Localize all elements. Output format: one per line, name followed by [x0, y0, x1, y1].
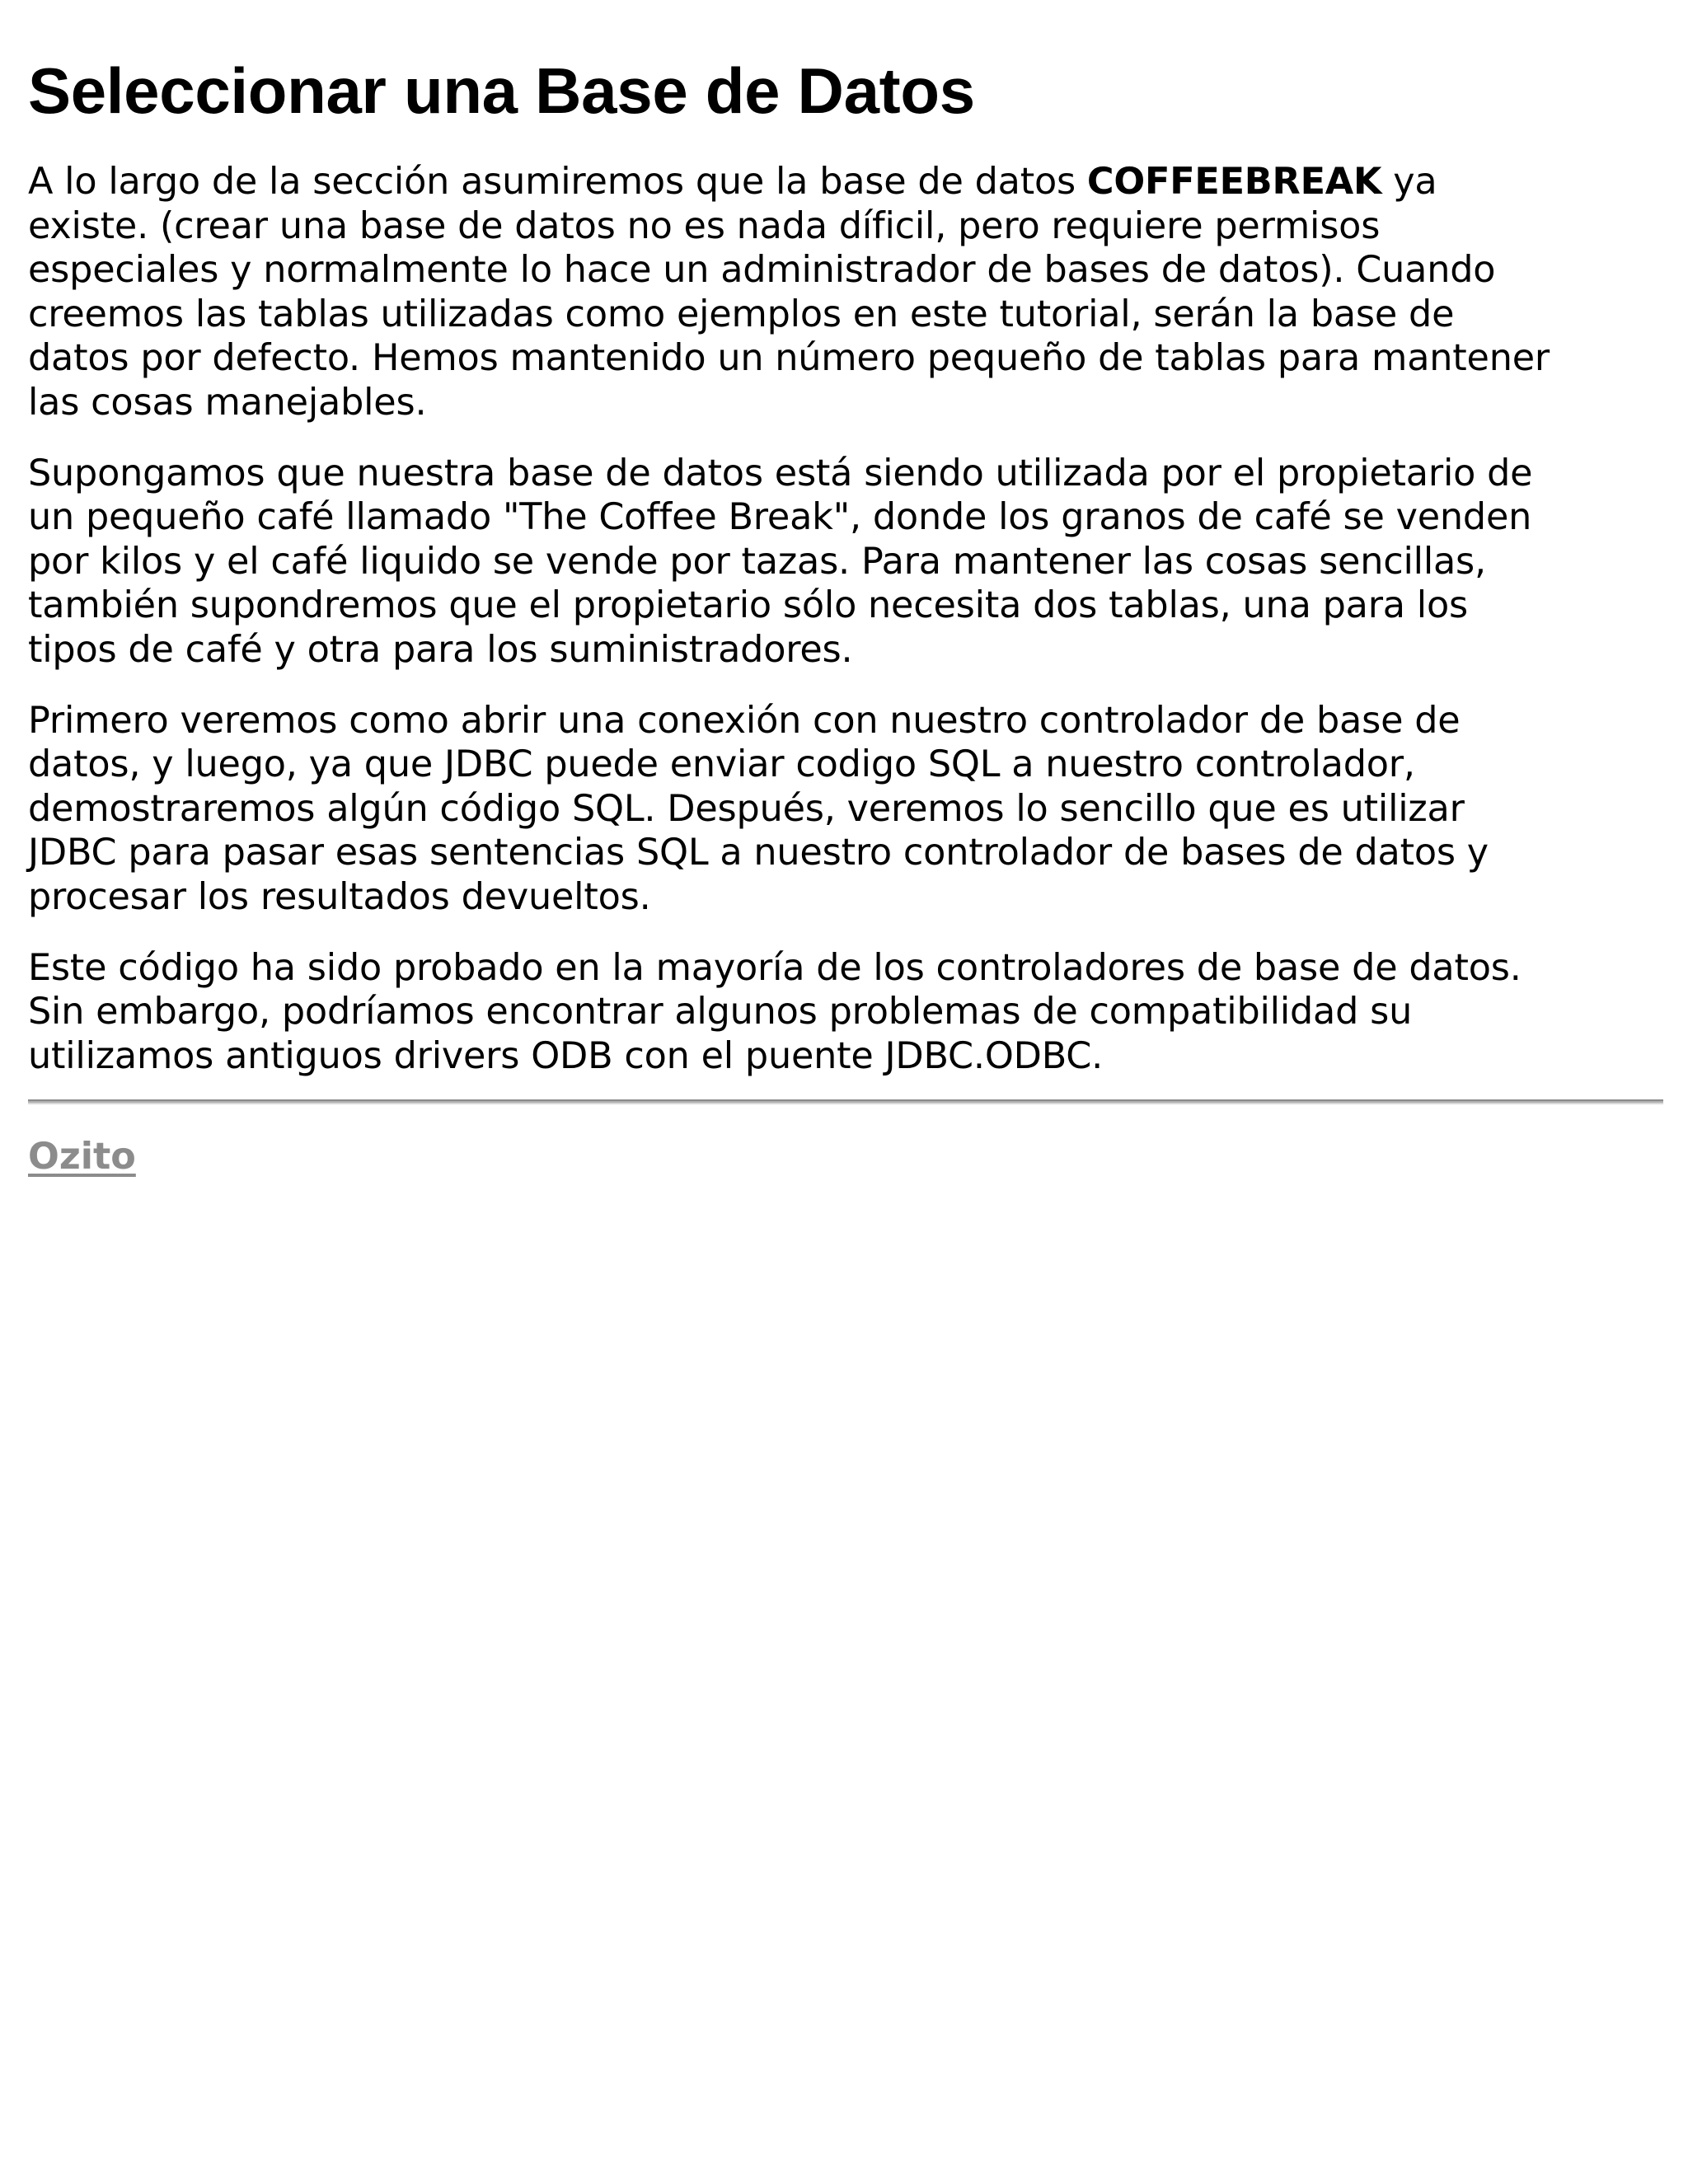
paragraph-intro [28, 160, 1663, 425]
paragraph-line: Primero veremos como abrir una conexión con nuestro controlador de base de [28, 699, 1461, 742]
page-title: Seleccionar una Base de Datos [28, 54, 975, 127]
paragraph-plan [28, 699, 1663, 920]
paragraph-line: un pequeño café llamado "The Coffee Break", donde los granos de café se venden [28, 496, 1532, 539]
text-segment: ya [1381, 161, 1437, 203]
paragraph-line: Supongamos que nuestra base de datos está siendo utilizada por el propietario de [28, 452, 1533, 494]
paragraph-line: datos, y luego, ya que JDBC puede enviar codigo SQL a nuestro controlador, [28, 743, 1415, 786]
paragraph-line: demostraremos algún código SQL. Después, veremos lo sencillo que es utilizar [28, 787, 1465, 830]
paragraph-line: creemos las tablas utilizadas como ejemplos en este tutorial, serán la base de [28, 293, 1455, 335]
paragraph-compatibility [28, 946, 1663, 1079]
paragraph-line: procesar los resultados devueltos. [28, 875, 651, 918]
paragraph-line: JDBC para pasar esas sentencias SQL a nuestro controlador de bases de datos y [28, 832, 1489, 874]
database-name: COFFEEBREAK [1086, 161, 1382, 203]
paragraph-line: especiales y normalmente lo hace un administrador de bases de datos). Cuando [28, 249, 1496, 292]
paragraph-line: las cosas manejables. [28, 381, 427, 424]
paragraph-scenario [28, 452, 1663, 673]
paragraph-line: Sin embargo, podríamos encontrar algunos problemas de compatibilidad su [28, 991, 1413, 1033]
horizontal-divider [28, 1099, 1663, 1104]
paragraph-line: Este código ha sido probado en la mayoría de los controladores de base de datos. [28, 946, 1522, 989]
paragraph-line: también supondremos que el propietario sólo necesita dos tablas, una para los [28, 584, 1468, 627]
text-segment: A lo largo de la sección asumiremos que la base de datos [28, 161, 1087, 203]
paragraph-line: datos por defecto. Hemos mantenido un número pequeño de tablas para mantener [28, 337, 1550, 380]
paragraph-line: existe. (crear una base de datos no es nada díficil, pero requiere permisos [28, 204, 1381, 247]
paragraph-line: por kilos y el café liquido se vende por tazas. Para mantener las cosas sencillas, [28, 540, 1486, 583]
paragraph-line: tipos de café y otra para los suministradores. [28, 628, 853, 671]
page-content [28, 0, 1663, 1178]
paragraph-line [28, 160, 1663, 204]
paragraph-line: utilizamos antiguos drivers ODB con el puente JDBC.ODBC. [28, 1034, 1104, 1077]
footer-link-ozito[interactable]: Ozito [28, 1136, 136, 1179]
